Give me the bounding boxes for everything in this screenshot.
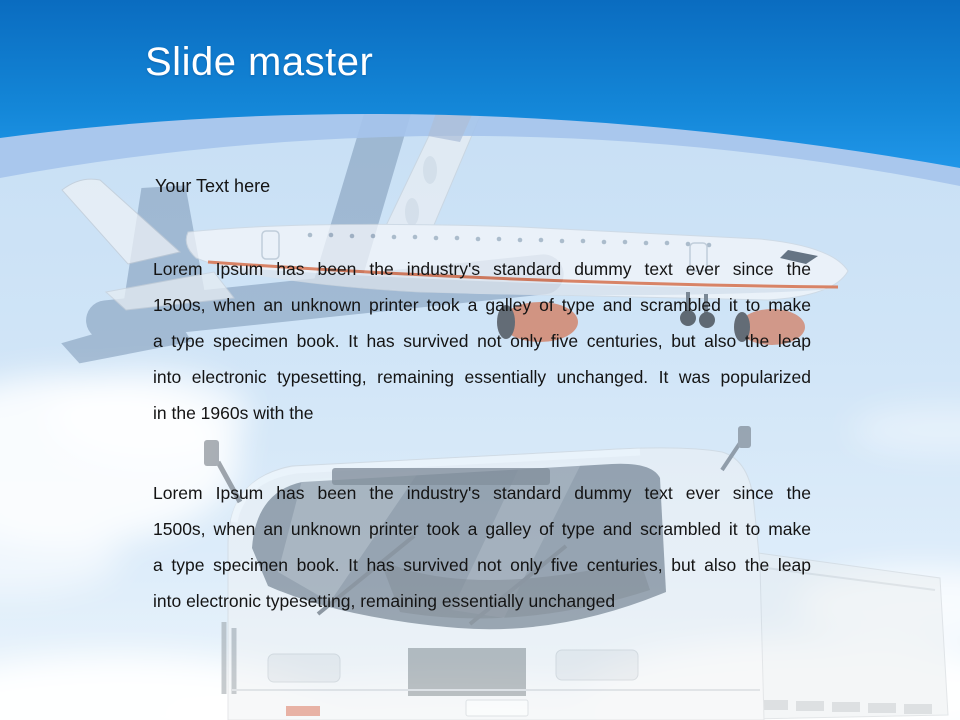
body-line: into electronic typesetting, remaining essentially unchanged xyxy=(153,591,616,611)
body-line: in the 1960s with the xyxy=(153,403,314,423)
slide-title[interactable]: Slide master xyxy=(145,40,374,84)
body-paragraph-1[interactable] xyxy=(153,251,811,431)
body-paragraph-2[interactable] xyxy=(153,475,811,619)
body-line: into electronic typesetting, remaining essentially unchanged. It was popularized xyxy=(153,367,811,387)
your-text-placeholder[interactable]: Your Text here xyxy=(155,176,271,196)
body-line: Lorem Ipsum has been the industry's standard dummy text ever since the xyxy=(153,483,811,503)
body-line: 1500s, when an unknown printer took a galley of type and scrambled it to make xyxy=(153,519,811,539)
body-line: 1500s, when an unknown printer took a galley of type and scrambled it to make xyxy=(153,295,811,315)
body-line: a type specimen book. It has survived not only five centuries, but also the leap xyxy=(153,331,811,351)
body-line: Lorem Ipsum has been the industry's standard dummy text ever since the xyxy=(153,259,811,279)
body-line: a type specimen book. It has survived not only five centuries, but also the leap xyxy=(153,555,811,575)
